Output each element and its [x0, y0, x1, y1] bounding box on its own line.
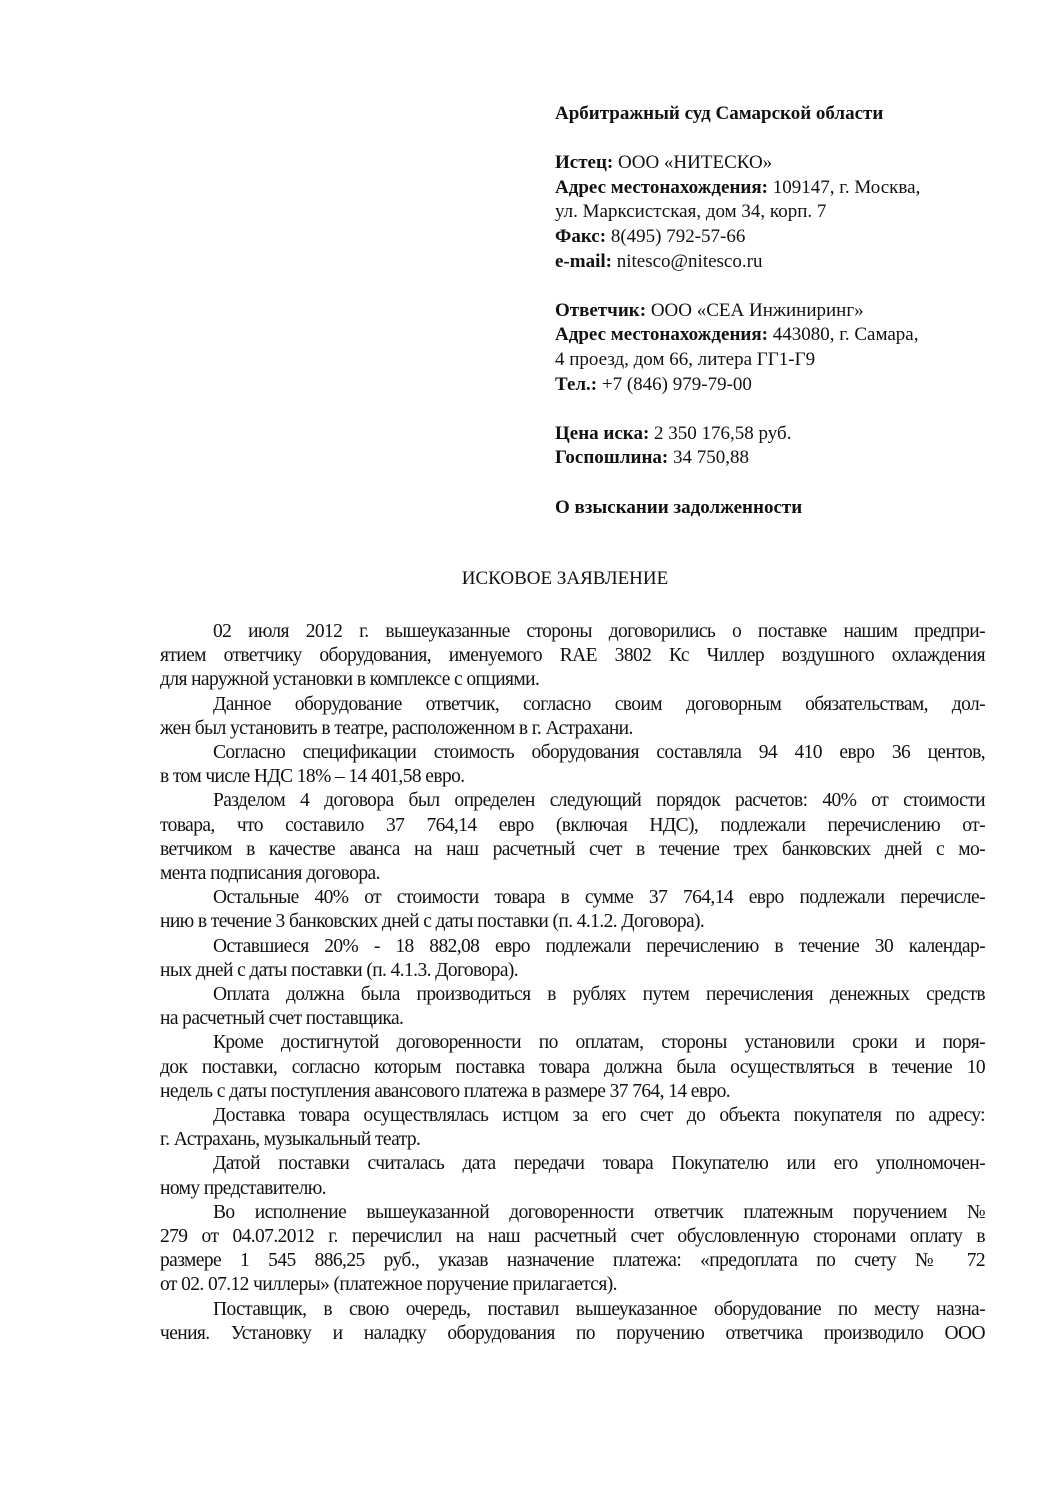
- paragraph-line: Кроме достигнутой договоренности по оплатам, стороны установили сроки и поря-: [213, 1032, 985, 1054]
- state-duty-line: Госпошлина: 34 750,88: [555, 447, 749, 469]
- paragraph-line: в том числе НДС 18% – 14 401,58 евро.: [160, 766, 465, 788]
- paragraph-line: Доставка товара осуществлялась истцом за его счет до объекта покупателя по адресу:: [213, 1105, 985, 1127]
- paragraph: [160, 1201, 985, 1298]
- paragraph-line: Разделом 4 договора был определен следующий порядок расчетов: 40% от стоимости: [213, 790, 985, 812]
- paragraph-line: товара, что составило 37 764,14 евро (включая НДС), подлежали перечислению от-: [160, 814, 985, 836]
- paragraph: [160, 620, 985, 693]
- paragraph-line: размере 1 545 886,25 руб., указав назначение платежа: «предоплата по счету № 72: [160, 1250, 985, 1272]
- fax-line: Факс: 8(495) 792-57-66: [555, 225, 746, 247]
- paragraph: [160, 935, 985, 983]
- paragraph-line: Остальные 40% от стоимости товара в сумме 37 764,14 евро подлежали перечисле-: [213, 887, 985, 909]
- paragraph-line: Данное оборудование ответчик, согласно своим договорным обязательствам, дол-: [213, 693, 985, 715]
- plaintiff-address-line-2: ул. Марксистская, дом 34, корп. 7: [555, 201, 827, 223]
- defendant-address-line-2: 4 проезд, дом 66, литера ГГ1-Г9: [555, 348, 816, 370]
- paragraph-line: Оплата должна была производиться в рублях путем перечисления денежных средств: [213, 984, 985, 1006]
- paragraph-line: Датой поставки считалась дата передачи товара Покупателю или его уполномочен-: [213, 1153, 985, 1175]
- paragraph-line: на расчетный счет поставщика.: [160, 1008, 404, 1030]
- paragraph-line: ному представителю.: [160, 1177, 326, 1199]
- paragraph: [160, 1031, 985, 1104]
- paragraph-line: 279 от 04.07.2012 г. перечислил на наш расчетный счет обусловленную сторонами оплату в: [160, 1226, 985, 1248]
- paragraph: [160, 741, 985, 789]
- paragraph-line: Во исполнение вышеуказанной договоренности ответчик платежным поручением №: [213, 1201, 985, 1223]
- paragraph-line: нию в течение 3 банковских дней с даты поставки (п. 4.1.2. Договора).: [160, 911, 705, 933]
- paragraph: [160, 1152, 985, 1200]
- court-name: Арбитражный суд Самарской области: [555, 103, 884, 124]
- paragraph-line: ных дней с даты поставки (п. 4.1.3. Договора).: [160, 959, 519, 981]
- paragraph: [160, 886, 985, 934]
- defendant-line: Ответчик: ООО «СЕА Инжиниринг»: [555, 299, 864, 321]
- plaintiff-line: Истец: ООО «НИТЕСКО»: [555, 152, 773, 174]
- document-header: [555, 102, 920, 520]
- paragraph-line: ятием ответчику оборудования, именуемого RAE 3802 Кс Чиллер воздушного охлаждения: [160, 645, 985, 667]
- paragraph: [160, 1104, 985, 1152]
- paragraph: [160, 983, 985, 1031]
- email-line: e-mail: nitesco@nitesco.ru: [555, 250, 763, 272]
- paragraph-line: 02 июля 2012 г. вышеуказанные стороны договорились о поставке нашим предпри-: [213, 621, 985, 642]
- paragraph-line: Согласно спецификации стоимость оборудования составляла 94 410 евро 36 центов,: [213, 742, 985, 764]
- paragraph-line: мента подписания договора.: [160, 863, 380, 885]
- claim-subject: О взыскании задолженности: [555, 496, 803, 518]
- paragraph-line: ветчиком в качестве аванса на наш расчетный счет в течение трех банковских дней с мо-: [160, 838, 985, 860]
- claim-price-line: Цена иска: 2 350 176,58 руб.: [555, 422, 792, 444]
- defendant-address-line: Адрес местонахождения: 443080, г. Самара,: [555, 324, 919, 346]
- paragraph-line: недель с даты поступления авансового платежа в размере 37 764, 14 евро.: [160, 1080, 731, 1102]
- paragraph-line: док поставки, согласно которым поставка товара должна была осуществляться в течение 10: [160, 1056, 985, 1078]
- paragraph: [160, 1298, 985, 1346]
- paragraph: [160, 693, 985, 741]
- paragraph: [160, 789, 985, 886]
- paragraph-line: Оставшиеся 20% - 18 882,08 евро подлежали перечислению в течение 30 календар-: [213, 935, 985, 957]
- plaintiff-address-line: Адрес местонахождения: 109147, г. Москва,: [555, 176, 921, 198]
- paragraph-line: Поставщик, в свою очередь, поставил вышеуказанное оборудование по месту назна-: [213, 1298, 985, 1320]
- paragraph-line: от 02. 07.12 чиллеры» (платежное поручение прилагается).: [160, 1274, 617, 1296]
- document-title: ИСКОВОЕ ЗАЯВЛЕНИЕ: [461, 568, 669, 589]
- paragraph-line: чения. Установку и наладку оборудования по поручению ответчика производило ООО: [160, 1322, 985, 1344]
- document-body: [160, 620, 985, 1346]
- paragraph-line: г. Астрахань, музыкальный театр.: [160, 1129, 421, 1151]
- paragraph-line: жен был установить в театре, расположенном в г. Астрахани.: [160, 717, 633, 739]
- paragraph-line: для наружной установки в комплексе с опциями.: [160, 669, 540, 691]
- phone-line: Тел.: +7 (846) 979-79-00: [555, 373, 752, 395]
